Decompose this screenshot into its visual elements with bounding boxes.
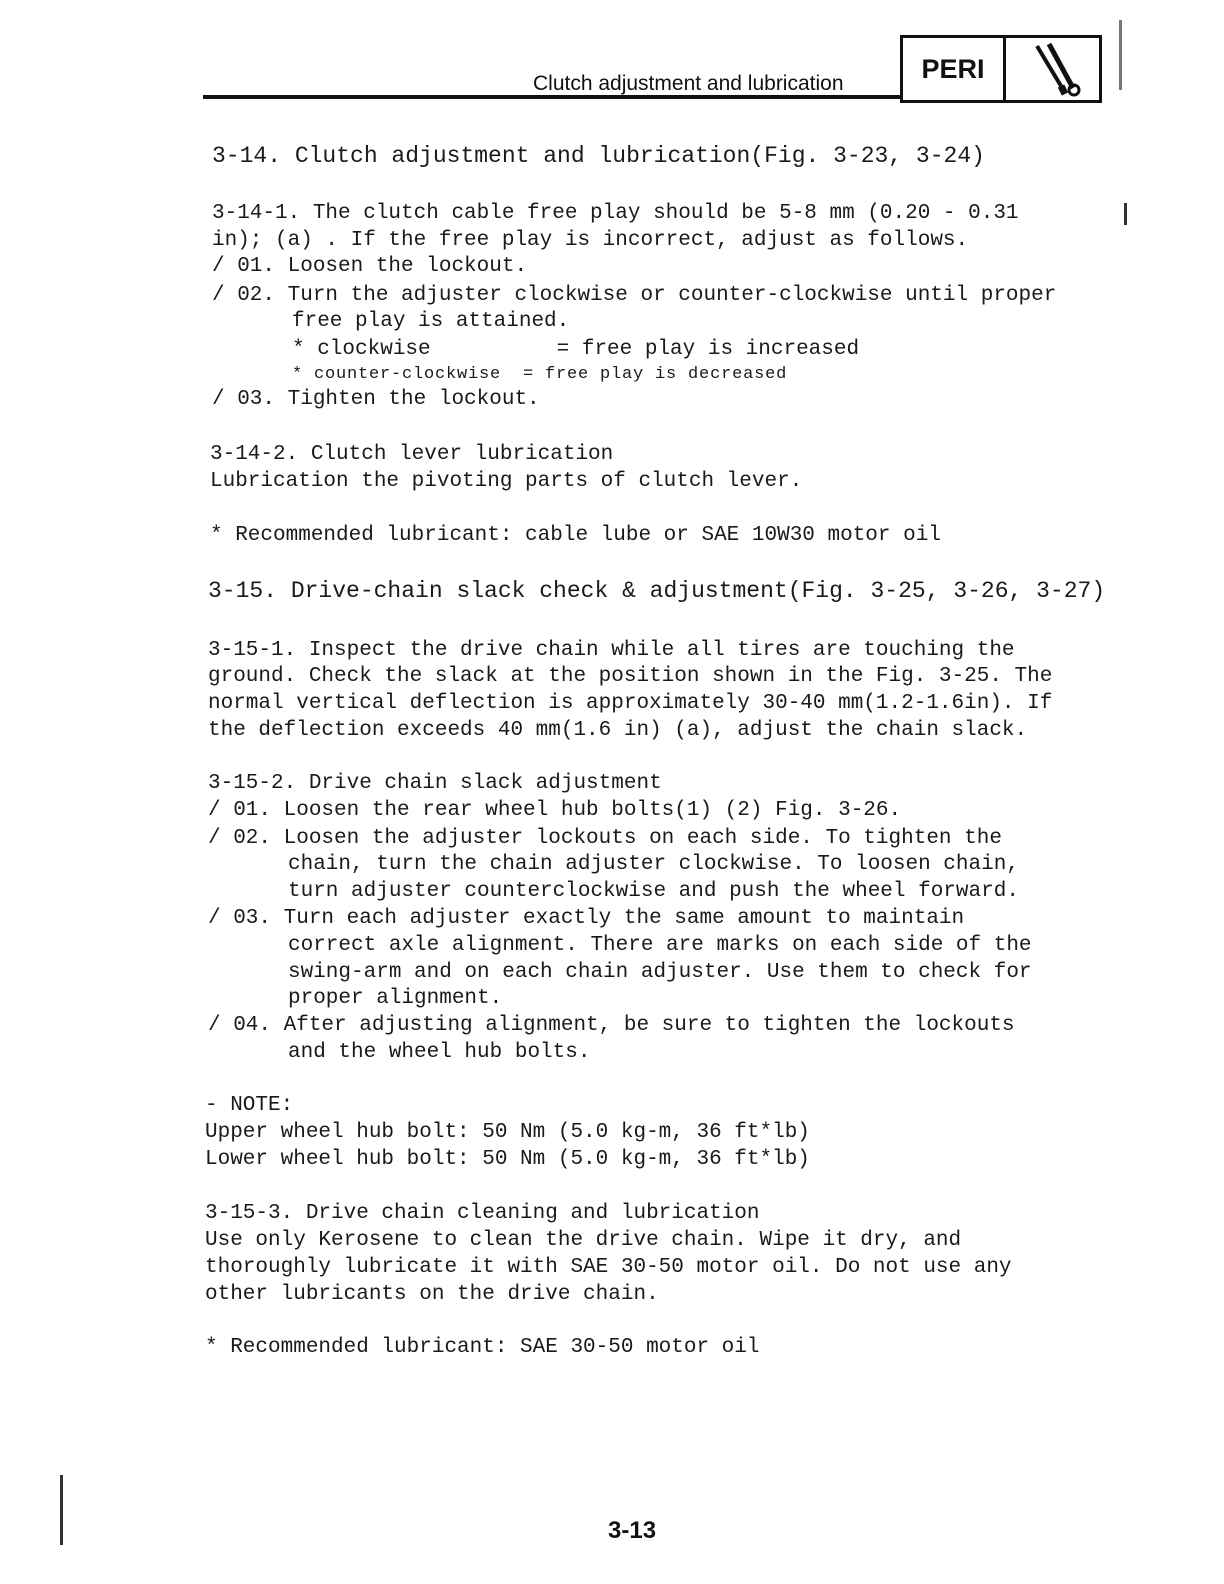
text-line: / 04. After adjusting alignment, be sure to tighten the lockouts — [208, 1014, 1015, 1037]
text-line: swing-arm and on each chain adjuster. Use them to check for — [288, 961, 1032, 984]
text-line: ground. Check the slack at the position shown in the Fig. 3-25. The — [208, 665, 1053, 688]
text-line: 3-15. Drive-chain slack check & adjustment(Fig. 3-25, 3-26, 3-27) — [208, 578, 1106, 604]
text-line: Lubrication the pivoting parts of clutch lever. — [210, 470, 803, 493]
text-line: Use only Kerosene to clean the drive chain. Wipe it dry, and — [205, 1229, 962, 1252]
page-number: 3-13 — [608, 1517, 657, 1544]
section-badge — [900, 35, 1102, 103]
text-line: 3-15-1. Inspect the drive chain while all tires are touching the — [208, 639, 1015, 662]
text-line: / 01. Loosen the lockout. — [212, 255, 528, 278]
text-line: * Recommended lubricant: cable lube or SAE 10W30 motor oil — [210, 524, 941, 547]
text-line: / 02. Loosen the adjuster lockouts on each side. To tighten the — [208, 827, 1002, 850]
text-line: * counter-clockwise = free play is decreased — [292, 365, 788, 384]
text-line: thoroughly lubricate it with SAE 30-50 motor oil. Do not use any — [205, 1256, 1012, 1279]
text-line: correct axle alignment. There are marks on each side of the — [288, 934, 1032, 957]
text-line: other lubricants on the drive chain. — [205, 1283, 659, 1306]
text-line: chain, turn the chain adjuster clockwise. To loosen chain, — [288, 853, 1019, 876]
text-line: * Recommended lubricant: SAE 30-50 motor oil — [205, 1336, 760, 1359]
text-line: and the wheel hub bolts. — [288, 1041, 591, 1064]
binding-mark — [1119, 20, 1122, 90]
text-line: 3-14-2. Clutch lever lubrication — [210, 443, 614, 466]
text-line: Upper wheel hub bolt: 50 Nm (5.0 kg-m, 36 ft*lb) — [205, 1121, 810, 1144]
text-line: the deflection exceeds 40 mm(1.6 in) (a), adjust the chain slack. — [208, 719, 1028, 742]
text-line: Lower wheel hub bolt: 50 Nm (5.0 kg-m, 36 ft*lb) — [205, 1148, 810, 1171]
text-line: / 03. Tighten the lockout. — [212, 388, 540, 411]
text-line: in); (a) . If the free play is incorrect, adjust as follows. — [212, 229, 969, 252]
text-line: - NOTE: — [205, 1094, 294, 1117]
section-badge-label: PERI — [903, 38, 1006, 100]
text-line: 3-15-2. Drive chain slack adjustment — [208, 772, 662, 795]
text-line: / 03. Turn each adjuster exactly the same amount to maintain — [208, 907, 965, 930]
text-line: normal vertical deflection is approximately 30-40 mm(1.2-1.6in). If — [208, 692, 1053, 715]
text-line: free play is attained. — [292, 310, 570, 333]
text-line: / 02. Turn the adjuster clockwise or counter-clockwise until proper — [212, 284, 1057, 307]
text-line: 3-14-1. The clutch cable free play should be 5-8 mm (0.20 - 0.31 — [212, 202, 1019, 225]
text-line: / 01. Loosen the rear wheel hub bolts(1) (2) Fig. 3-26. — [208, 799, 902, 822]
text-line: turn adjuster counterclockwise and push the wheel forward. — [288, 880, 1019, 903]
text-line: 3-14. Clutch adjustment and lubrication(Fig. 3-23, 3-24) — [212, 143, 985, 169]
text-line: * clockwise = free play is increased — [292, 338, 860, 361]
margin-tick — [1124, 203, 1127, 225]
text-line: proper alignment. — [288, 987, 503, 1010]
text-line: 3-15-3. Drive chain cleaning and lubrication — [205, 1202, 760, 1225]
wrench-screwdriver-icon — [1006, 38, 1099, 100]
header-rule — [203, 95, 903, 99]
page-header-title: Clutch adjustment and lubrication — [533, 72, 844, 95]
binding-mark — [60, 1475, 63, 1545]
